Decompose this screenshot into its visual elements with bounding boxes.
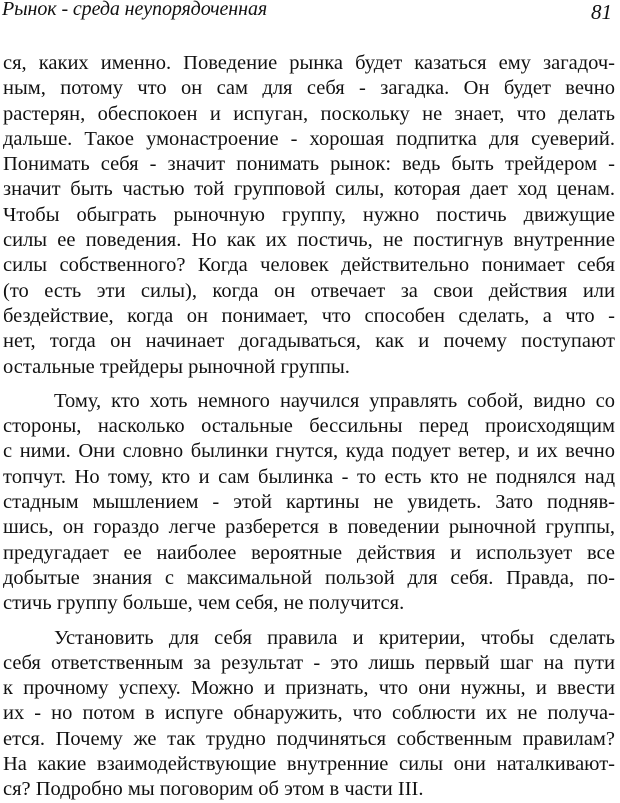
page-number: 81 [591,0,612,24]
text-line: (то есть эти силы), когда он отвечает за свои действия или [3,279,615,302]
text-line: растерян, обеспокоен и испуган, поскольку не знает, что делать [3,102,615,125]
paragraph-gap [3,380,615,389]
text-line: Чтобы обыграть рыночную группу, нужно постичь движущие [3,203,615,226]
text-line: силы собственного? Когда человек действительно понимает себя [3,254,615,277]
text-line: остальные трейдеры рыночной группы. [3,355,350,378]
text-line: значит быть частью той групповой силы, которая дает ход ценам. [3,178,615,201]
text-line: дальше. Такое умонастроение - хорошая подпитка для суеверий. [3,127,615,150]
text-line: с ними. Они словно былинки гнутся, куда подует ветер, и их вечно [3,440,615,463]
paragraph [3,51,615,380]
running-title: Рынок - среда неупорядоченная [2,0,268,20]
text-line: Установить для себя правила и критерии, чтобы сделать [54,626,615,649]
text-line: стадным мышлением - этой картины не увидеть. Зато подняв- [3,491,615,514]
running-header [0,0,616,30]
text-line: стороны, насколько остальные бессильны перед происходящим [3,415,615,438]
paragraph [3,389,615,617]
text-line: Понимать себя - значит понимать рынок: ведь быть трейдером - [3,153,615,176]
text-line: стичь группу больше, чем себя, не получится. [3,592,405,615]
text-line: себя ответственным за результат - это лишь первый шаг на пути [3,651,615,674]
text-line: нет, тогда он начинает догадываться, как и почему поступают [3,330,615,353]
text-line: топчут. Но тому, кто и сам былинка - то есть кто не поднялся над [3,465,615,488]
text-line: Тому, кто хоть немного научился управлять собой, видно со [54,389,615,412]
text-line: ным, потому что он сам для себя - загадка. Он будет вечно [3,77,615,100]
paragraph [3,626,615,803]
text-line: ется. Почему же так трудно подчиняться собственным правилам? [3,727,615,750]
paragraph-gap [3,617,615,626]
text-line: шись, он гораздо легче разберется в поведении рыночной группы, [3,516,615,539]
text-line: На какие взаимодействующие внутренние силы они наталкивают- [3,753,615,776]
text-line: ся? Подробно мы поговорим об этом в части III. [3,778,424,801]
text-line: силы ее поведения. Но как их постичь, не постигнув внутренние [3,229,615,252]
text-line: предугадает ее наиболее вероятные действия и использует все [3,541,615,564]
text-line: добытые знания с максимальной пользой для себя. Правда, по- [3,566,615,589]
text-line: ся, каких именно. Поведение рынка будет казаться ему загадоч- [3,52,615,74]
text-line: к прочному успеху. Можно и признать, что они нужны, и ввести [3,677,615,700]
text-line: бездействие, когда он понимает, что способен сделать, а что - [3,304,615,327]
body-text [3,51,615,803]
text-line: их - но потом в испуге обнаружить, что соблюсти их не получа- [3,702,615,725]
